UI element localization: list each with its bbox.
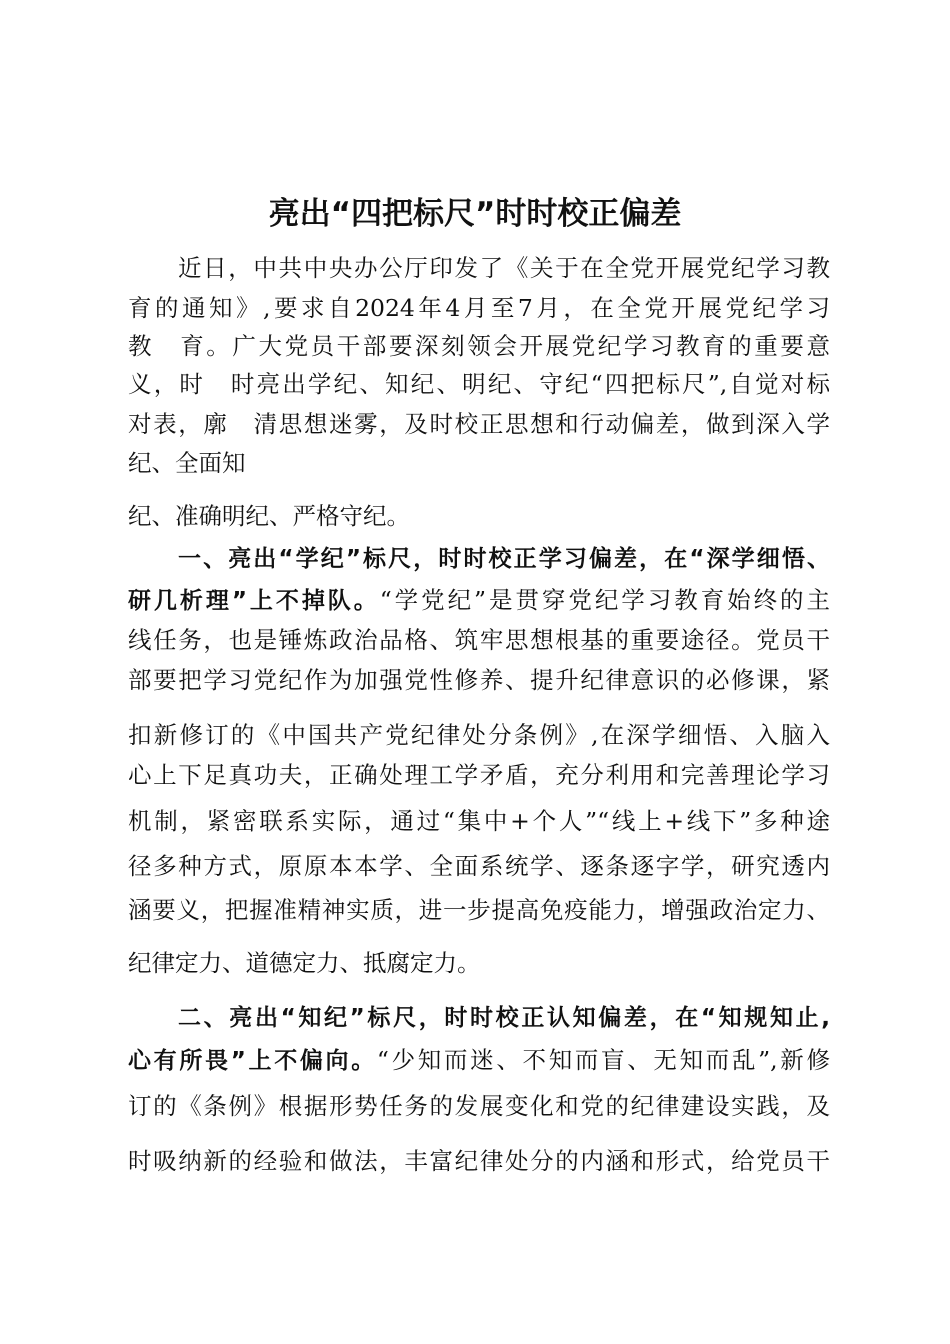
intro-line: 义，时 时亮出学纪、知纪、明纪、守纪“四把标尺”,自觉对标: [128, 370, 830, 398]
intro-line: 近日，中共中央办公厅印发了《关于在全党开展党纪学习教: [178, 254, 830, 282]
intro-line: 育的通知》,要求自2024年4月至7月，在全党开展党纪学习: [128, 294, 830, 322]
section1-line: 心上下足真功夫，正确处理工学矛盾，充分利用和完善理论学习: [128, 761, 830, 789]
intro-line: 教 育。广大党员干部要深刻领会开展党纪学习教育的重要意: [128, 332, 830, 360]
section1-heading: 一、亮出“学纪”标尺，时时校正学习偏差，在“深学细悟、: [178, 546, 830, 572]
section2-line: 时吸纳新的经验和做法，丰富纪律处分的内涵和形式，给党员干: [128, 1147, 830, 1175]
document-title: 亮出“四把标尺”时时校正偏差: [268, 196, 682, 232]
intro-line: 纪、准确明纪、严格守纪。: [128, 502, 410, 530]
section1-line: 线任务，也是锤炼政治品格、筑牢思想根基的重要途径。党员干: [128, 626, 830, 654]
section1-line: [128, 580, 830, 620]
section1-line: 涵要义，把握准精神实质，进一步提高免疫能力，增强政治定力、: [128, 896, 830, 924]
section1-line: 部要把学习党纪作为加强党性修养、提升纪律意识的必修课，紧: [128, 666, 830, 694]
intro-line: 纪、全面知: [128, 449, 246, 477]
section2-heading: 二、亮出“知纪”标尺，时时校正认知偏差，在“知规知止,: [178, 1005, 830, 1031]
intro-line: 对表，廓 清思想迷雾，及时校正思想和行动偏差，做到深入学: [128, 410, 830, 438]
section1-heading-cont: 研几析理”上不掉队。: [128, 588, 380, 614]
section2-line: [128, 1040, 830, 1080]
section2-line: 订的《条例》根据形势任务的发展变化和党的纪律建设实践，及: [128, 1092, 830, 1120]
section2-heading-cont: 心有所畏”上不偏向。: [128, 1048, 377, 1074]
section1-text: “学党纪”是贯穿党纪学习教育始终的主: [379, 586, 830, 614]
section1-line: 机制，紧密联系实际，通过“集中+个人”“线上+线下”多种途: [128, 807, 830, 835]
section1-line: 径多种方式，原原本本学、全面系统学、逐条逐字学，研究透内: [128, 852, 830, 880]
section2-text: “少知而迷、不知而盲、无知而乱”,新修: [376, 1046, 830, 1074]
section1-line: 扣新修订的《中国共产党纪律处分条例》,在深学细悟、入脑入: [128, 721, 830, 749]
section1-line: 纪律定力、道德定力、抵腐定力。: [128, 949, 481, 977]
